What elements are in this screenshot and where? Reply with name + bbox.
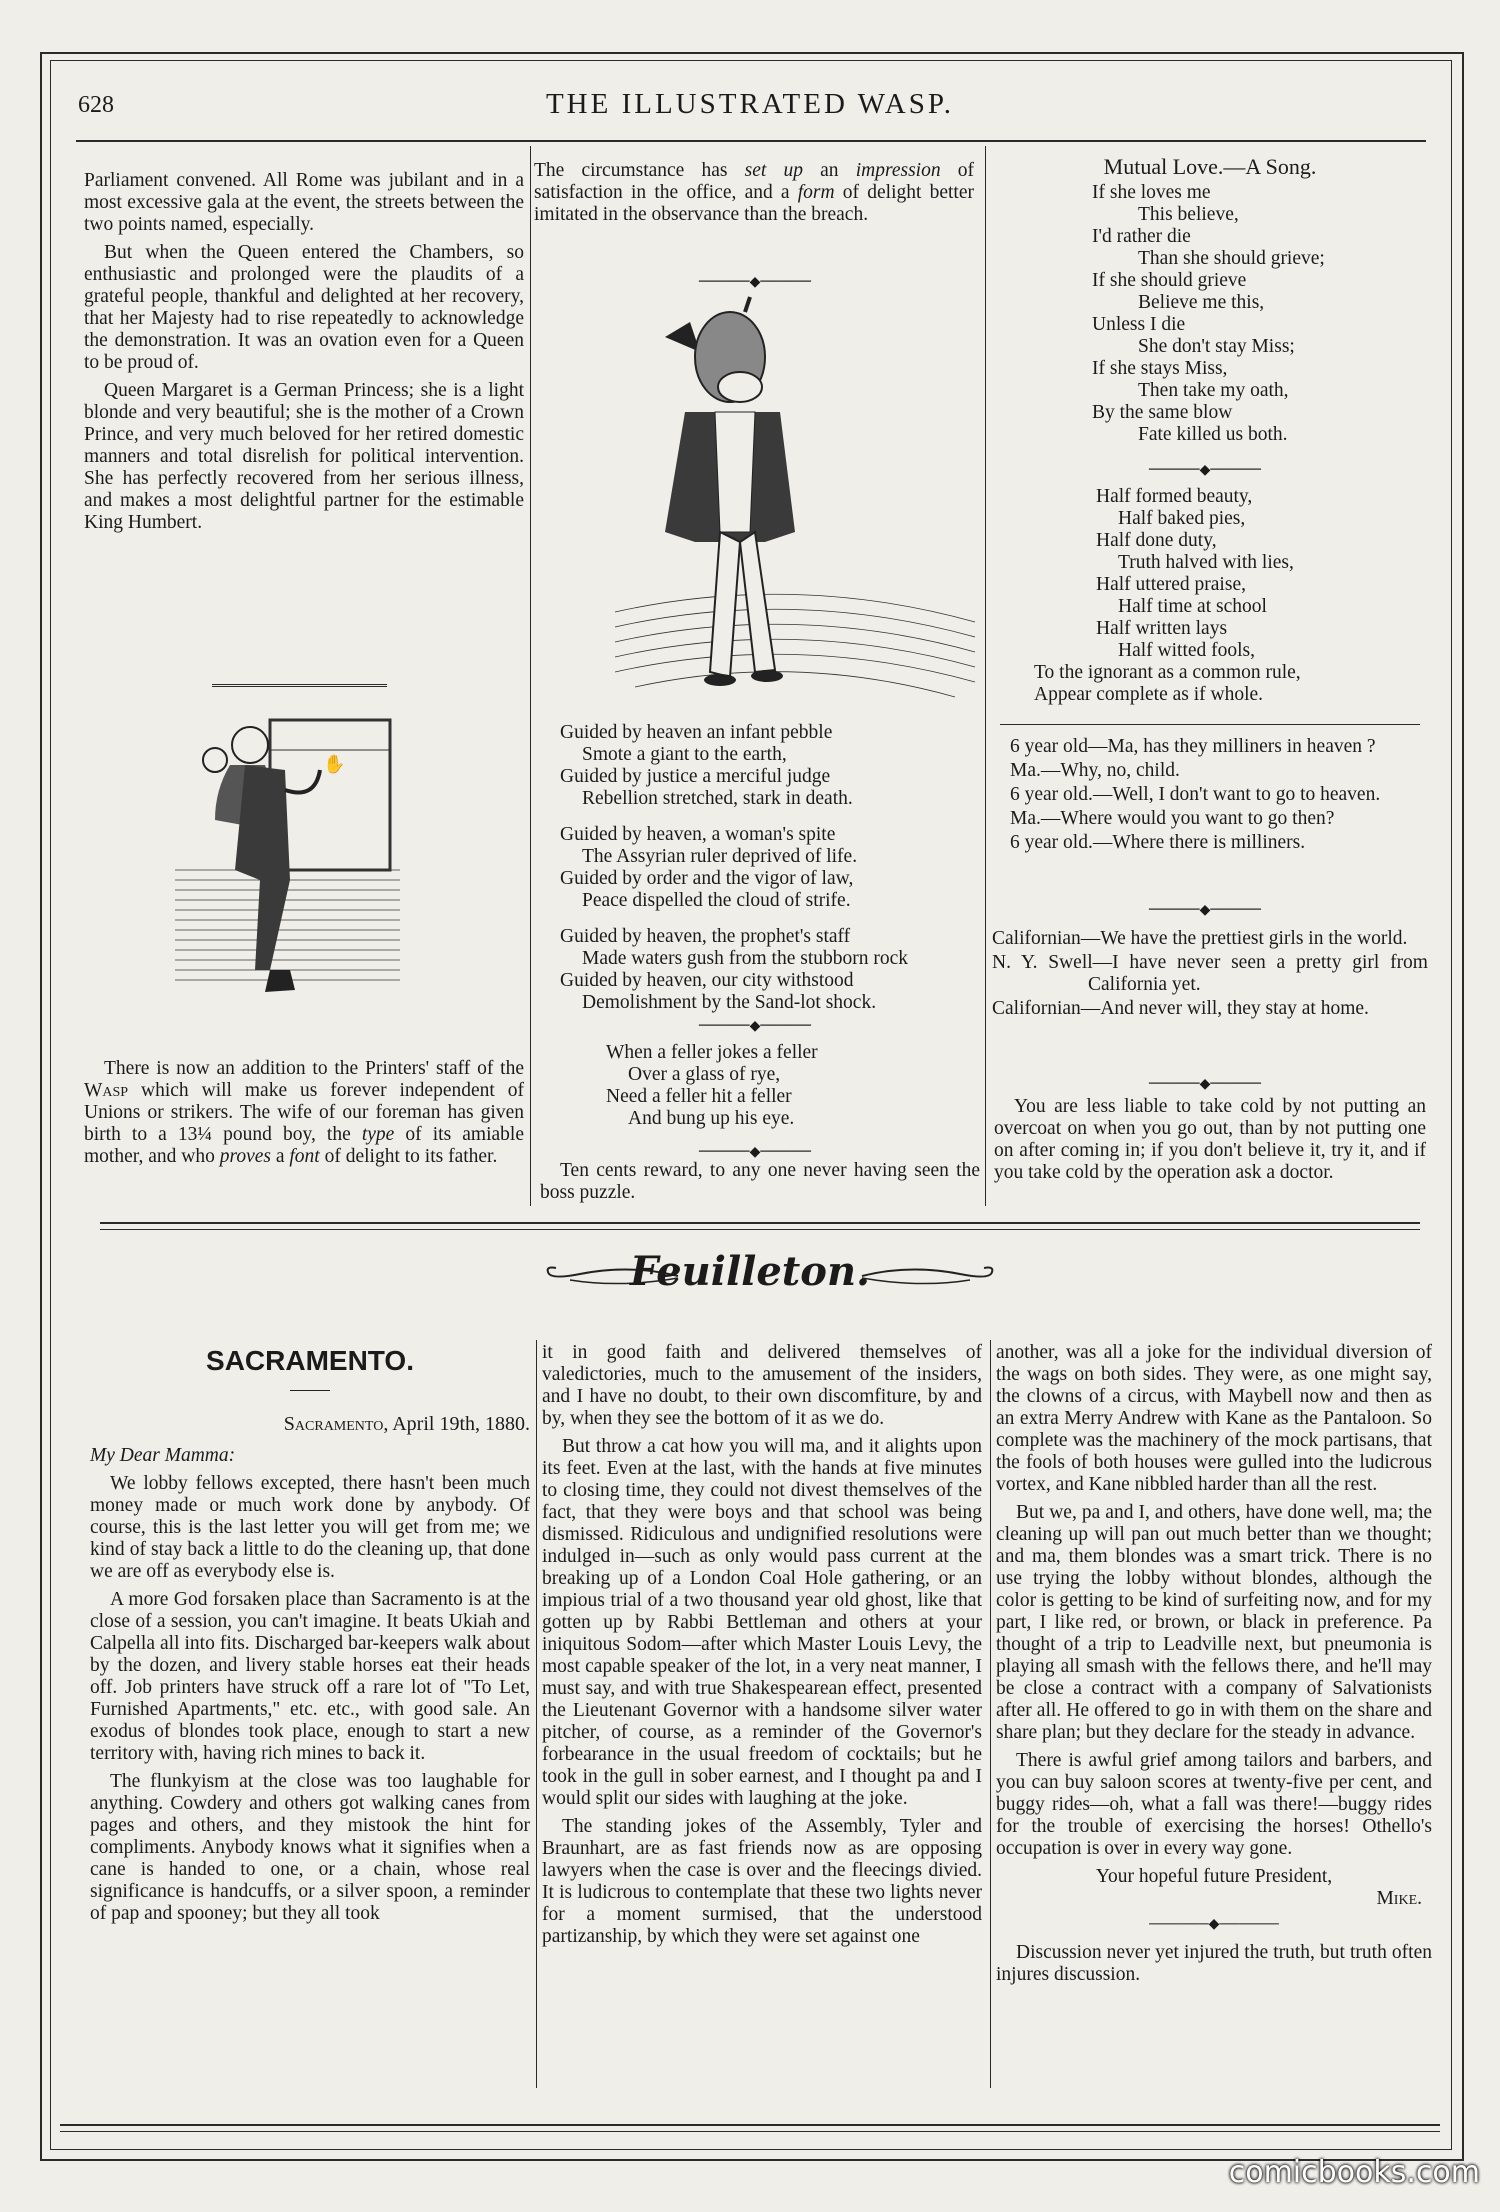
guided-poem: Guided by heaven an infant pebble Smote a giant to the earth, Guided by justice a merciful judge Rebellion stretched, stark in death. Guided by heaven, a woman's spite The Assyrian ruler deprived of life. Guided by order and the vigor of law, Peace dispelled the cloud of strife. Guided by heaven, the prophet's staff Made waters gush from the stubborn rock Guided by heaven, our city withstood Demolishment by the Sand-lot shock. xyxy=(560,722,909,1013)
cow-headed-man-illustration xyxy=(605,292,985,702)
masthead: THE ILLUSTRATED WASP. xyxy=(545,88,955,120)
svg-text:✋: ✋ xyxy=(323,754,346,775)
ornament-rule: ──────◆────── xyxy=(1149,1917,1279,1932)
sacramento-column-3: another, was all a joke for the individual diversion of the wags on both sides. They were, as one might say, the clowns of a circus, with Maybell now and then as an extra Merry Andrew with Kane as the Pantaloon. So complete was the machinery of the mock partisans, that the fools of both houses were gulled into the ludicrous vortex, and Kane nibbled harder than all the rest. But we, pa and I, and others, have done well, ma; the cleaning up will pan out much better than we thought; and ma, them blondes was a smart trick. There is no use trying the lobby without blondes, although the color is getting to be kind of surfeiting now, and for my part, I like red, or brown, or black in preference. Pa thought of a trip to Leadville next, but pneumonia is playing all smash with the fellows there, and he'll may be close a contract with a company of Salvationists after all. He offered to go in with them on the share and share plan; but they declare for the steady in advance. There is awful grief among tailors and barbers, and you can buy saloon scores at twenty-five per cent, and buggy rides—oh, what a fall was there!—buggy rides for the trouble of exercising the horses! Othello's occupation is over in every way gone. Your hopeful future President, Mike. ──────◆────── Discussion never yet injured the truth, but truth often injures discussion. xyxy=(996,1342,1432,1985)
paragraph: Queen Margaret is a German Princess; she is a light blonde and very beautiful; she is the mother of a Crown Prince, and very much beloved for her retired domestic manners and total disrelish for political intervention. She has perfectly recovered from her serious illness, and makes a most delightful partner for the estimable King Humbert. xyxy=(84,380,524,533)
article-title: SACRAMENTO. xyxy=(206,1345,414,1376)
closing: Your hopeful future President, xyxy=(1095,1866,1333,1887)
song-title: Mutual Love.—A Song. xyxy=(1103,154,1317,179)
milliners-dialogue: 6 year old—Ma, has they milliners in heaven ? Ma.—Why, no, child. 6 year old.—Well, I don't want to go to heaven. Ma.—Where would you want to go then? 6 year old.—Where there is milliners. xyxy=(1010,736,1381,853)
feuilleton-title: Feuilleton. xyxy=(630,1248,870,1295)
reward-paragraph: Ten cents reward, to any one never having seen the boss puzzle. xyxy=(540,1160,980,1203)
dateline: Sacramento, April 19th, 1880. xyxy=(283,1413,530,1435)
sacramento-column-2: it in good faith and delivered themselves of valedictories, much to the amusement of the insiders, and I have no doubt, to their own discomfiture, by and by, when they see the bottom of it as we do. But throw a cat how you will ma, and it alights upon its feet. Even at the last, with the hands at five minutes to closing time, they could not divest themselves of the fact, that they were boys and that school was being dismissed. Ridiculous and undignified resolutions were indulged in—such as only would pass current at the breaking up of a London Coal Hole gathering, or an impious trial of a two thousand year old ghost, like that gotten up by Rabbi Bettleman and others at your iniquitous Sodom—after which Master Louis Levy, the most capable speaker of the lot, in a very neat manner, I must say, and with true Shakespearean effect, presented the Lieutenant Governor with a handsome silver water pitcher, of course, as a reminder of the Governor's forbearance in the usual freedom of cocktails; but he took in the gull in sober earnest, and I thought pa and I would split our sides with laughing at the joke. The standing jokes of the Assembly, Tyler and Braunhart, are as fast friends now as are opposing lawyers when the case is over and the fleecings divied. It is ludicrous to contemplate that these two lights never for a moment surmised, that the understood partizanship, by which they were set against one xyxy=(542,1342,982,1947)
ornament-rule: ──────◆────── xyxy=(699,1144,811,1160)
column-1 xyxy=(84,170,524,540)
salutation: My Dear Mamma: xyxy=(90,1445,236,1466)
half-verse: Half formed beauty, Half baked pies, Half done duty, Truth halved with lies, Half uttered praise, Half time at school Half written lays Half witted fools, To the ignorant as a common rule, Appear complete as if whole. xyxy=(1034,486,1301,705)
mutual-love-song: Mutual Love.—A Song. If she loves me This believe, I'd rather die Than she should grieve; If she should grieve Believe me this, Unless I die She don't stay Miss; If she stays Miss, Then take my oath, By the same blow Fate killed us both. xyxy=(1000,156,1420,446)
ornament-rule: ──────◆────── xyxy=(1149,902,1261,918)
paragraph: But when the Queen entered the Chambers, so enthusiastic and prolonged were the plaudits of a grateful people, thankful and delighted at her recovery, that her Majesty had to rise repeatedly to acknowledge the demonstration. It was an ovation even for a Queen to be proud of. xyxy=(84,242,524,373)
ornament-rule: ──────◆────── xyxy=(699,274,811,290)
feller-verse: When a feller jokes a feller Over a glass of rye, Need a feller hit a feller And bung up his eye. xyxy=(606,1042,818,1129)
column-rule-1 xyxy=(530,146,531,1206)
header-rule xyxy=(76,140,1426,142)
ornament-rule: ──────◆────── xyxy=(1149,462,1261,478)
column-rule-2 xyxy=(985,146,986,1206)
ornament-rule: ──────◆────── xyxy=(699,1018,811,1034)
separator-rule xyxy=(212,684,387,687)
sacramento-column-1: SACRAMENTO. Sacramento, April 19th, 1880. My Dear Mamma: We lobby fellows excepted, there hasn't been much money made or much work done by anybody. Of course, this is the last letter you will get from me; we kind of stay back a little to do the cleaning up, that done we are off as everybody else is. A more God forsaken place than Sacramento is at the close of a session, you can't imagine. It beats Ukiah and Calpella all into fits. Discharged bar-keepers walk about by the dozen, and livery stable horses eat their heads off. Job printers have struck off a rare lot of "To Let, Furnished Apartments," etc. etc., with good sale. An exodus of blondes took place, enough to start a new territory with, having rich mines to back it. The flunkyism at the close was too laughable for anything. Cowdery and others got walking canes from pages and others, and they mistook the hint for compliments. Anybody knows what it signifies when a cane is handed to one, or a chain, whose real significance is handcuffs, or a silver spoon, a reminder of pap and spooney; but they all took xyxy=(90,1345,530,1924)
column-2 xyxy=(534,160,974,232)
californian-dialogue: Californian—We have the prettiest girls in the world. N. Y. Swell—I have never seen a pretty girl from California yet. Californian—And never will, they stay at home. xyxy=(992,928,1428,1019)
cold-paragraph: You are less liable to take cold by not putting an overcoat on when you go out, than by not putting one on after coming in; if you don't believe it, try it, and if you take cold by the operation ask a doctor. xyxy=(994,1096,1426,1183)
section-divider xyxy=(100,1222,1420,1230)
signature: Mike. xyxy=(1376,1888,1422,1909)
column-rule-3 xyxy=(536,1340,537,2088)
watermark: comicbooks.com xyxy=(1228,2155,1480,2190)
page-number: 628 xyxy=(78,92,114,118)
man-with-baby-illustration xyxy=(175,710,400,1020)
intro-paragraph: The circumstance has set up an impression of satisfaction in the office, and a form of delight better imitated in the observance than the breach. xyxy=(534,160,974,225)
separator-rule xyxy=(1000,724,1420,725)
printers-paragraph: There is now an addition to the Printers' staff of the Wasp which will make us forever independent of Unions or strikers. The wife of our foreman has given birth to a 13¼ pound boy, the type of its amiable mother, and who proves a font of delight to its father. xyxy=(84,1058,524,1167)
paragraph: Parliament convened. All Rome was jubilant and in a most excessive gala at the event, the streets between the two points named, especially. xyxy=(84,170,524,235)
ornament-rule: ──────◆────── xyxy=(1149,1076,1261,1092)
title-rule xyxy=(290,1390,330,1391)
right-swash-ornament xyxy=(860,1262,1000,1290)
column-rule-4 xyxy=(990,1340,991,2088)
bottom-rule xyxy=(60,2124,1440,2132)
